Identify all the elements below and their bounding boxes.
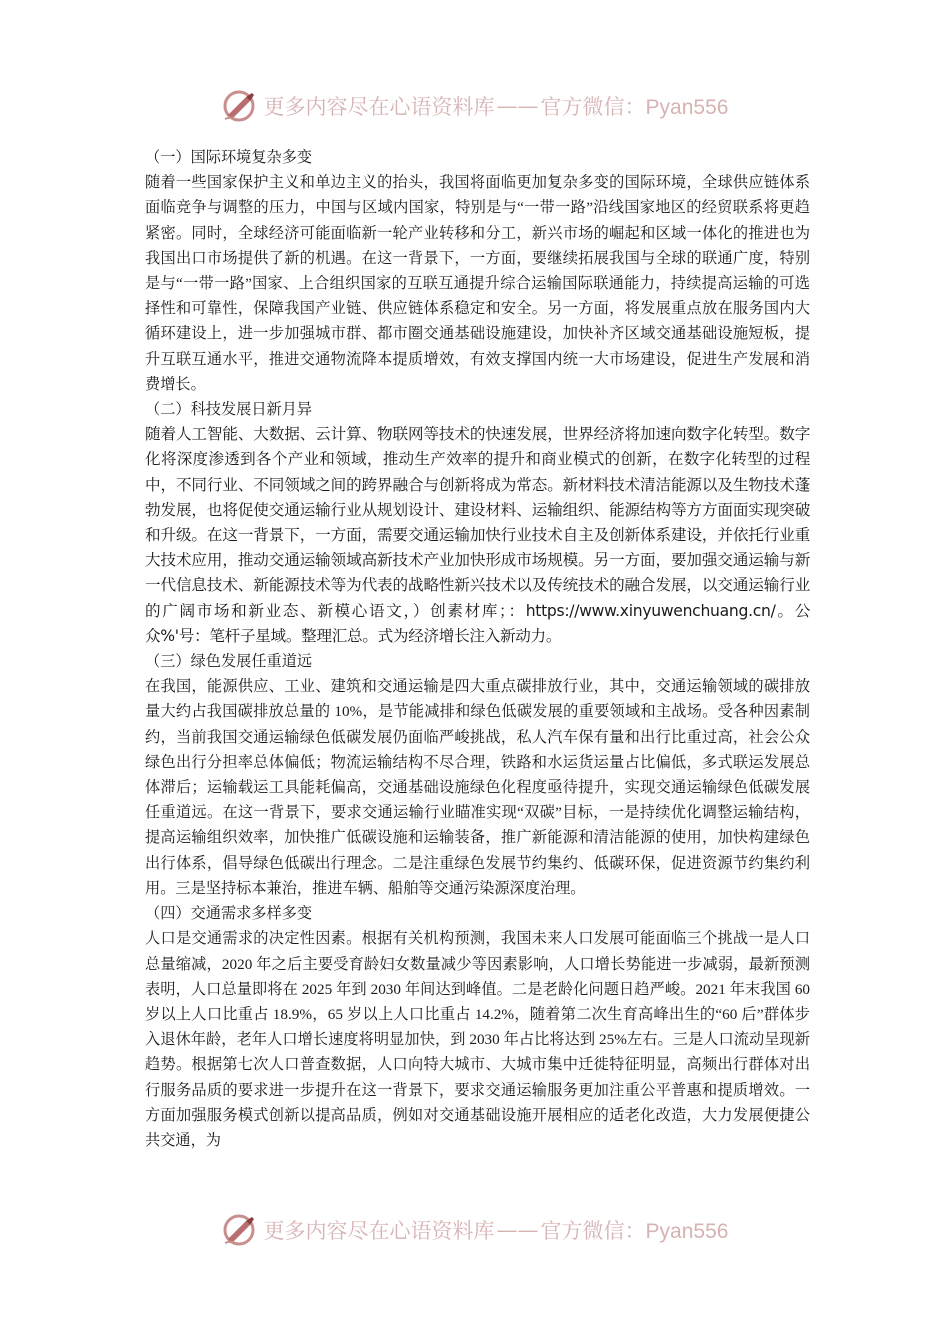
section-3-body: 在我国，能源供应、工业、建筑和交通运输是四大重点碳排放行业，其中，交通运输领域的碳排放量大约占我国碳排放总量的 10%，是节能减排和绿色低碳发展的重要领域和主战场。受各种因素制约，当前我国交通运输绿色低碳发展仍面临严峻挑战，私人汽车保有量和出行比重过高，社会公众绿色出行分担率总体偏低；物流运输结构不尽合理，铁路和水运货运量占比偏低，多式联运发展总体滞后；运输载运工具能耗偏高，交通基础设施绿色化程度亟待提升，实现交通运输绿色低碳发展任重道远。在这一背景下，要求交通运输行业瞄准实现“双碳”目标，一是持续优化调整运输结构，提高运输组织效率，加快推广低碳设施和运输装备，推广新能源和清洁能源的使用，加快构建绿色出行体系，倡导绿色低碳出行理念。二是注重绿色发展节约集约、低碳环保，促进资源节约集约利用。三是坚持标本兼治，推进车辆、船舶等交通污染源深度治理。 bbox=[145, 678, 810, 897]
banner-wechat: 官方微信：Pyan556 bbox=[540, 1220, 729, 1243]
section-1-body: 随着一些国家保护主义和单边主义的抬头，我国将面临更加复杂多变的国际环境，全球供应链体系面临竞争与调整的压力，中国与区域内国家，特别是与“一带一路”沿线国家地区的经贸联系将更趋紧密。同时，全球经济可能面临新一轮产业转移和分工，新兴市场的崛起和区域一体化的推进也为我国出口市场提供了新的机遇。在这一背景下，一方面，要继续拓展我国与全球的联通广度，特别是与“一带一路”国家、上合组织国家的互联互通提升综合运输国际联通能力，持续提高运输的可选择性和可靠性，保障我国产业链、供应链体系稳定和安全。另一方面，将发展重点放在服务国内大循环建设上，进一步加强城市群、都市圈交通基础设施建设，加快补齐区域交通基础设施短板，提升互联互通水平，推进交通物流降本提质增效，有效支撑国内统一大市场建设，促进生产发展和消费增长。 bbox=[145, 174, 810, 393]
top-banner bbox=[0, 86, 950, 126]
document-body bbox=[145, 145, 810, 1153]
banner-wechat: 官方微信：Pyan556 bbox=[540, 96, 729, 119]
banner-dash: —— bbox=[496, 1218, 539, 1242]
banner-text: 更多内容尽在心语资料库 bbox=[263, 1219, 495, 1243]
hand-pen-logo-icon bbox=[222, 89, 260, 123]
section-2-heading: （二）科技发展日新月异 bbox=[145, 401, 313, 419]
section-3-heading: （三）绿色发展任重道远 bbox=[145, 653, 313, 671]
banner-dash: —— bbox=[496, 94, 539, 118]
section-4-body: 人口是交通需求的决定性因素。根据有关机构预测，我国未来人口发展可能面临三个挑战一是人口总量缩减，2020 年之后主要受育龄妇女数量减少等因素影响，人口增长势能进一步减弱，最新预测表明，人口总量即将在 2025 年到 2030 年间达到峰值。二是老龄化问题日趋严峻。2021 年末我国 60 岁以上人口比重占 18.9%，65 岁以上人口比重占 14.2%，随着第二次生育高峰出生的“60 后”群体步入退休年龄，老年人口增长速度将明显加快，到 2030 年占比将达到 25%左右。三是人口流动呈现新趋势。根据第七次人口普查数据，人口向特大城市、大城市集中迁徙特征明显，高频出行群体对出行服务品质的要求进一步提升在这一背景下，要求交通运输服务更加注重公平普惠和提质增效。一方面加强服务模式创新以提高品质，例如对交通基础设施开展相应的适老化改造，大力发展便捷公共交通，为 bbox=[145, 930, 810, 1149]
banner-text: 更多内容尽在心语资料库 bbox=[263, 95, 495, 119]
hand-pen-logo-icon bbox=[222, 1213, 260, 1247]
bottom-banner bbox=[0, 1210, 950, 1250]
section-1-heading: （一）国际环境复杂多变 bbox=[145, 149, 313, 166]
section-2-body: 随着人工智能、大数据、云计算、物联网等技术的快速发展，世界经济将加速向数字化转型。数字化将深度渗透到各个产业和领域，推动生产效率的提升和商业模式的创新，在数字化转型的过程中，不同行业、不同领域之间的跨界融合与创新将成为常态。新材料技术清洁能源以及生物技术蓬勃发展，也将促使交通运输行业从规划设计、建设材料、运输组织、能源结构等方方面面实现突破和升级。在这一背景下，一方面，需要交通运输加快行业技术自主及创新体系建设，并依托行业重大技术应用，推动交通运输领域高新技术产业加快形成市场规模。另一方面，要加强交通运输与新一代信息技术、新能源技术等为代表的战略性新兴技术以及传统技术的融合发展，以交通运输行业的广阔市场和新业态、新模心语文，）创素材库；：https://www.xinyuwenchuang.cn/。公众%'号：笔杆子星域。整理汇总。式为经济增长注入新动力。 bbox=[145, 425, 810, 645]
section-4-heading: （四）交通需求多样多变 bbox=[145, 905, 313, 923]
